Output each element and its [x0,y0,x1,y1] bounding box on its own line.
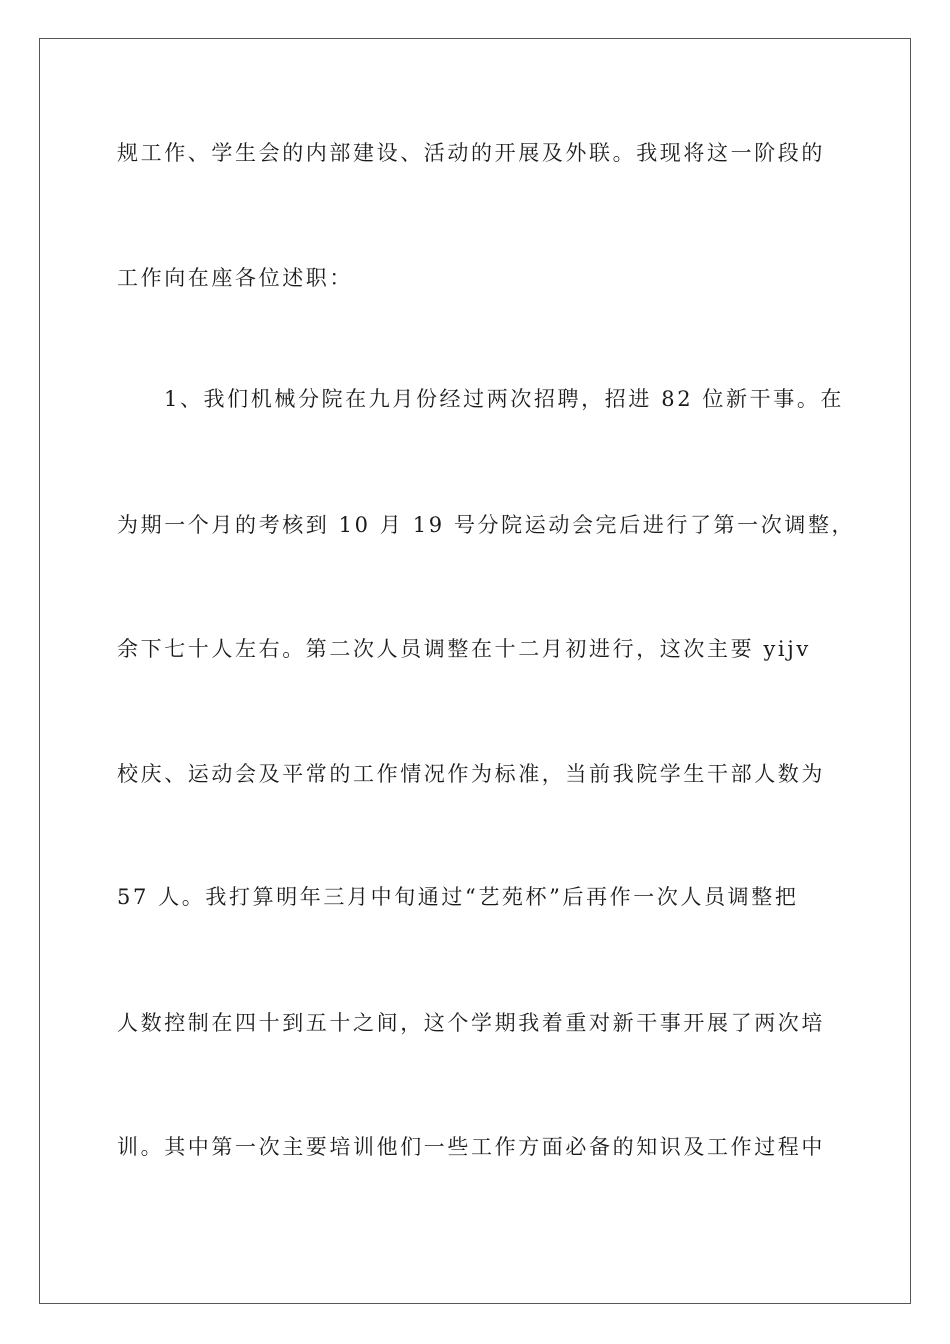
body-text-line-1: 规工作、学生会的内部建设、活动的开展及外联。我现将这一阶段的 [117,141,825,165]
body-text-line-2: 工作向在座各位述职： [117,266,353,290]
body-text-line-9: 训。其中第一次主要培训他们一些工作方面必备的知识及工作过程中 [117,1135,825,1159]
body-text-line-3: 1、我们机械分院在九月份经过两次招聘，招进 82 位新干事。在 [164,387,845,411]
body-text-line-5: 余下七十人左右。第二次人员调整在十二月初进行，这次主要 yijv [117,637,811,661]
body-text-line-8: 人数控制在四十到五十之间，这个学期我着重对新干事开展了两次培 [117,1011,825,1035]
body-text-line-4: 为期一个月的考核到 10 月 19 号分院运动会完后进行了第一次调整， [117,513,856,537]
page-border [39,38,911,1304]
body-text-line-7: 57 人。我打算明年三月中旬通过“艺苑杯”后再作一次人员调整把 [117,885,799,909]
body-text-line-6: 校庆、运动会及平常的工作情况作为标准，当前我院学生干部人数为 [117,762,825,786]
